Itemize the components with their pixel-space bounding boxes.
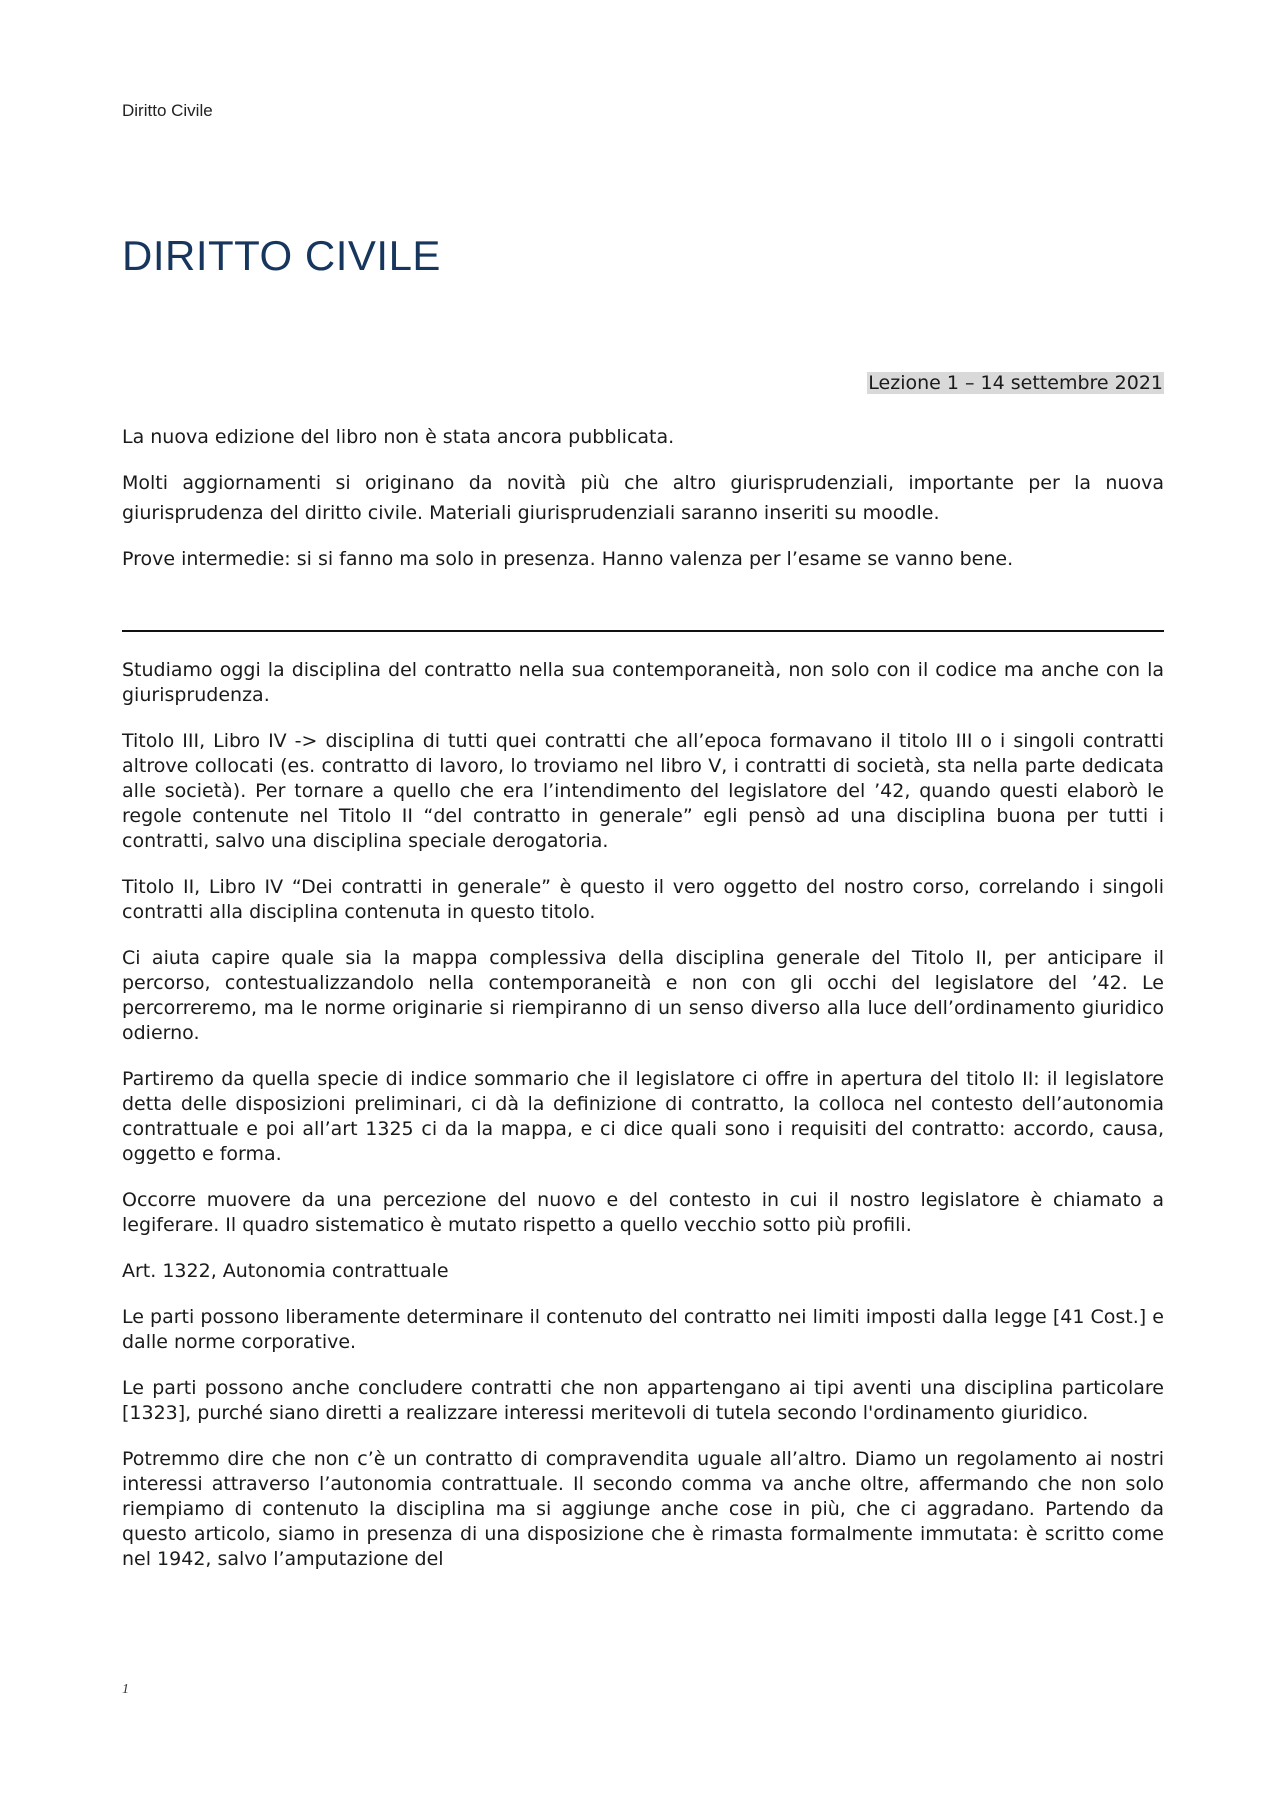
running-header: Diritto Civile: [122, 101, 213, 120]
document-title: DIRITTO CIVILE: [122, 232, 441, 279]
intro-section: [122, 422, 1164, 590]
article-text: Le parti possono anche concludere contratti che non appartengano ai tipi aventi una disciplina particolare [1323], purché siano diretti a realizzare interessi meritevoli di tutela secondo l'ordinamento giuridico.: [122, 1377, 1164, 1424]
body-paragraph: Occorre muovere da una percezione del nuovo e del contesto in cui il nostro legislatore è chiamato a legiferare. Il quadro sistematico è mutato rispetto a quello vecchio sotto più profili.: [122, 1189, 1164, 1236]
body-paragraph: Ci aiuta capire quale sia la mappa complessiva della disciplina generale del Titolo II, per anticipare il percorso, contestualizzandolo nella contemporaneità e non con gli occhi del legislatore del ’42. Le percorreremo, ma le norme originarie si riempiranno di un senso diverso alla luce dell’ordinamento giuridico odierno.: [122, 947, 1164, 1044]
page-number: 1: [122, 1682, 129, 1697]
body-paragraph: Potremmo dire che non c’è un contratto di compravendita uguale all’altro. Diamo un regolamento ai nostri interessi attraverso l’autonomia contrattuale. Il secondo comma va anche oltre, affermando che non solo riempiamo di contenuto la disciplina ma si aggiunge anche cose in più, che ci aggradano. Partendo da questo articolo, siamo in presenza di una disposizione che è rimasta formalmente immutata: è scritto come nel 1942, salvo l’amputazione del: [122, 1448, 1164, 1570]
body-section: [122, 658, 1164, 1593]
article-text: Le parti possono liberamente determinare il contenuto del contratto nei limiti imposti dalla legge [41 Cost.] e dalle norme corporative.: [122, 1306, 1164, 1353]
intro-paragraph: La nuova edizione del libro non è stata ancora pubblicata.: [122, 426, 675, 448]
horizontal-divider: [122, 630, 1164, 632]
body-paragraph: Titolo III, Libro IV -> disciplina di tutti quei contratti che all’epoca formavano il titolo III o i singoli contratti altrove collocati (es. contratto di lavoro, lo troviamo nel libro V, i contratti di società, sta nella parte dedicata alle società). Per tornare a quello che era l’intendimento del legislatore del ’42, quando questi elaborò le regole contenute nel Titolo II “del contratto in generale” egli pensò ad una disciplina buona per tutti i contratti, salvo una disciplina speciale derogatoria.: [122, 730, 1164, 852]
intro-paragraph: Prove intermedie: si si fanno ma solo in presenza. Hanno valenza per l’esame se vanno bene.: [122, 548, 1014, 570]
body-paragraph: Studiamo oggi la disciplina del contratto nella sua contemporaneità, non solo con il codice ma anche con la giurisprudenza.: [122, 659, 1164, 706]
article-heading: Art. 1322, Autonomia contrattuale: [122, 1260, 449, 1282]
body-paragraph: Partiremo da quella specie di indice sommario che il legislatore ci offre in apertura del titolo II: il legislatore detta delle disposizioni preliminari, ci dà la definizione di contratto, la colloca nel contesto dell’autonomia contrattuale e poi all’art 1325 ci da la mappa, e ci dice quali sono i requisiti del contratto: accordo, causa, oggetto e forma.: [122, 1068, 1164, 1165]
intro-paragraph: Molti aggiornamenti si originano da novità più che altro giurisprudenziali, importante per la nuova giurisprudenza del diritto civile. Materiali giurisprudenziali saranno inseriti su moodle.: [122, 472, 1164, 524]
body-paragraph: Titolo II, Libro IV “Dei contratti in generale” è questo il vero oggetto del nostro corso, correlando i singoli contratti alla disciplina contenuta in questo titolo.: [122, 876, 1164, 923]
lesson-date-line: [867, 372, 1164, 394]
lesson-date-highlight: Lezione 1 – 14 settembre 2021: [868, 372, 1163, 394]
